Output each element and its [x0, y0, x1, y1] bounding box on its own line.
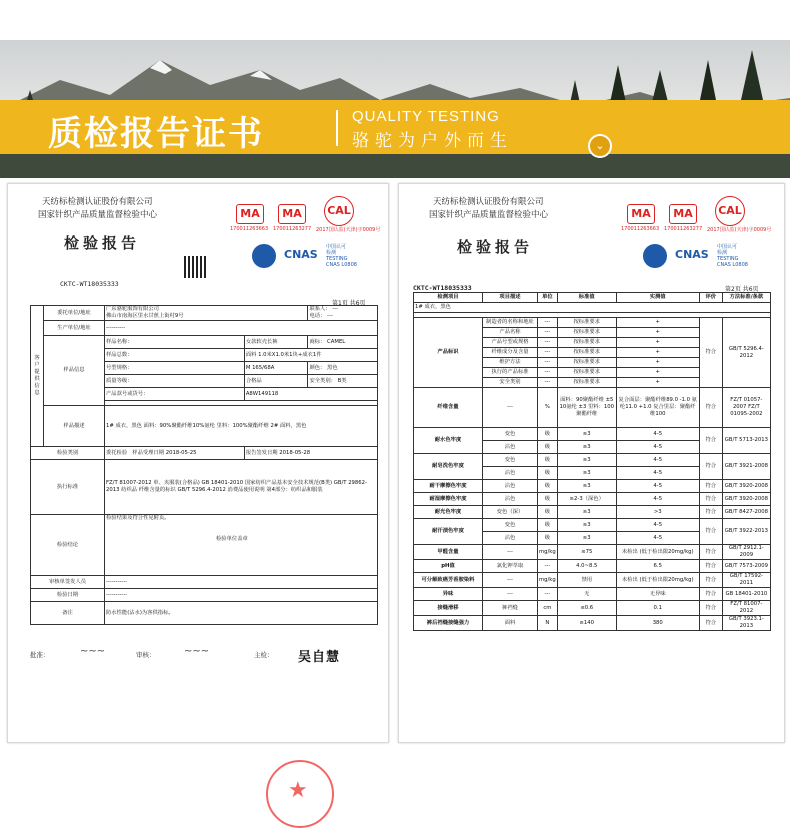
cell-value: FZ/T 81007-2012 单、夹服装(合格品) GB 18401-2010 国家纺织产品基本安全技术规范(B类) GB/T 29862-2013 纺织品 纤维含量的标识 GB/T 5296.4-2012 消费品使用说明 第4部分：纺织品和服装: [105, 460, 378, 515]
logo-number: 170011263663: [621, 226, 660, 232]
table-cell: 甲醛含量: [414, 545, 483, 560]
table-cell: 沾色: [483, 480, 538, 493]
table-cell: ≤75: [557, 545, 616, 560]
cnas-icon: CNAS: [284, 248, 318, 261]
table-cell: 4.0~8.5: [557, 560, 616, 573]
table-cell: 符合: [699, 560, 722, 573]
page-number: 第1页 共6页: [332, 300, 366, 307]
cell-value: 2018-05-25: [165, 449, 197, 456]
table-cell: 4-5: [616, 480, 699, 493]
table-cell: ---: [538, 588, 558, 601]
table-cell: ≥3: [557, 519, 616, 532]
table-cell: 沾色: [483, 467, 538, 480]
table-header: [414, 293, 771, 303]
cell-value: 合格品: [244, 375, 308, 388]
table-cell: 耐湿摩擦色牢度: [414, 493, 483, 506]
table-cell: 产品名称: [483, 328, 538, 338]
label: 颜色：: [309, 364, 326, 371]
table-cell: ---: [538, 338, 558, 348]
cell-value: 委托检验: [106, 449, 128, 456]
cell-label: 检验结论: [31, 515, 105, 576]
table-cell: 禁用: [557, 573, 616, 588]
ilac-mra-icon: [643, 244, 667, 268]
table-cell: ---: [538, 328, 558, 338]
table-cell: 符合: [699, 506, 722, 519]
cnas-text: 中国认可 检测 TESTING CNAS L0808: [717, 244, 748, 268]
table-cell: +: [616, 348, 699, 358]
table-cell: 4-5: [616, 519, 699, 532]
table-cell: ≥2-3（深色）: [557, 493, 616, 506]
title-bar: [0, 100, 790, 154]
table-cell: 沾色: [483, 493, 538, 506]
table-cell: 制造者的名称和地址: [483, 318, 538, 328]
table-cell: GB/T 5296.4-2012: [722, 318, 770, 388]
table-cell: 按标准要求: [557, 328, 616, 338]
table-cell: 沾色: [483, 441, 538, 454]
label: 质量等级：: [105, 375, 245, 388]
column-header: 检测项目: [414, 293, 483, 303]
table-row: [414, 480, 771, 493]
table-cell: FZ/T 01057-2007 FZ/T 01095-2002: [722, 388, 770, 428]
column-header: 项目描述: [483, 293, 538, 303]
table-row: [414, 545, 771, 560]
contact-value: ---: [332, 306, 339, 312]
table-cell: GB/T 8427-2008: [722, 506, 770, 519]
table-cell: ≥3: [557, 441, 616, 454]
sample-line: 1# 成衣，黑色: [414, 303, 771, 313]
table-cell: +: [616, 358, 699, 368]
cal-logo: CAL: [715, 196, 745, 226]
label: 商标：: [309, 338, 326, 345]
table-cell: GB/T 3920-2008: [722, 480, 770, 493]
label: 样品名称：: [106, 338, 133, 345]
logo-number: 2017国认监(天津)字0009号: [316, 227, 381, 233]
table-cell: cm: [538, 601, 558, 616]
table-cell: 产品标识: [414, 318, 483, 388]
table-cell: ---: [538, 318, 558, 328]
table-cell: 沾色: [483, 532, 538, 545]
table-row: [414, 428, 771, 441]
results-table: [413, 292, 771, 631]
report-page-1: [7, 183, 389, 803]
table-cell: 可分解致癌芳香胺染料: [414, 573, 483, 588]
table-cell: +: [616, 368, 699, 378]
table-cell: GB/T 17592-2011: [722, 573, 770, 588]
cell-label: 检验日期: [31, 589, 105, 602]
cell-value: 检验结果及符合性见附页。: [106, 515, 170, 521]
table-cell: 符合: [699, 388, 722, 428]
cell-value: ----------: [105, 321, 378, 336]
table-cell: 符合: [699, 480, 722, 493]
table-cell: mg/kg: [538, 573, 558, 588]
table-row: [414, 454, 771, 467]
table-cell: 面料: [483, 616, 538, 631]
phone-value: ---: [327, 313, 333, 319]
table-cell: 级: [538, 493, 558, 506]
table-cell: 变色（深）: [483, 506, 538, 519]
cell-label: 样品描述: [44, 406, 105, 447]
table-cell: 0.1: [616, 601, 699, 616]
table-cell: 按标准要求: [557, 318, 616, 328]
table-cell: 4-5: [616, 532, 699, 545]
table-cell: GB 18401-2010: [722, 588, 770, 601]
star-icon: ★: [288, 778, 308, 803]
table-cell: 耐水色牢度: [414, 428, 483, 454]
table-cell: 纤维含量: [414, 388, 483, 428]
tester-label: 主检：: [254, 651, 274, 659]
table-cell: 按标准要求: [557, 368, 616, 378]
table-cell: 4-5: [616, 454, 699, 467]
cal-logo: CAL: [324, 196, 354, 226]
cell-label: 执行标准: [31, 460, 105, 515]
label: 安全类别：: [309, 377, 336, 384]
table-cell: +: [616, 318, 699, 328]
table-cell: +: [616, 338, 699, 348]
contact-label: 联系人：: [309, 306, 331, 312]
table-cell: 符合: [699, 519, 722, 545]
cma-logo: MA: [236, 204, 264, 224]
table-cell: 符合: [699, 454, 722, 480]
label: 号型规格：: [105, 362, 245, 375]
approver-label: 批准：: [30, 651, 50, 659]
table-cell: 耐干摩擦色牢度: [414, 480, 483, 493]
table-row: [414, 506, 771, 519]
label: 样品受理日期: [132, 449, 165, 456]
table-cell: 变色: [483, 454, 538, 467]
table-row: [414, 616, 771, 631]
table-cell: 安全类别: [483, 378, 538, 388]
table-cell: 无异味: [616, 588, 699, 601]
table-row: [414, 318, 771, 328]
reviewer-signature: ~~~: [184, 646, 210, 657]
cell-value: -----------: [105, 576, 378, 589]
table-row: [414, 493, 771, 506]
table-cell: 产品号型或规格: [483, 338, 538, 348]
table-cell: FZ/T 81007-2012: [722, 601, 770, 616]
client-address: 佛山市南海区里水甘蕉上街村9号: [106, 313, 184, 319]
table-cell: 无: [557, 588, 616, 601]
table-cell: 符合: [699, 601, 722, 616]
cell-label: 委托单位/地址: [44, 306, 105, 321]
tester-signature: 吴自慧: [298, 650, 341, 665]
org-center: 国家针织产品质量监督检验中心: [38, 210, 158, 220]
cell-value: 女款软壳长裤: [244, 336, 308, 349]
header-banner: [0, 0, 790, 178]
table-cell: 4-5: [616, 428, 699, 441]
table-cell: 裤裆缝: [483, 601, 538, 616]
table-cell: 级: [538, 441, 558, 454]
column-header: 方法标准/条款: [722, 293, 770, 303]
subtitle-en: QUALITY TESTING: [352, 108, 500, 125]
side-label: 客户提供信息: [31, 306, 44, 447]
table-cell: 异味: [414, 588, 483, 601]
table-cell: ≥3: [557, 506, 616, 519]
table-cell: 级: [538, 480, 558, 493]
table-cell: 380: [616, 616, 699, 631]
logo-number: 2017国认监(天津)字0009号: [707, 227, 772, 233]
cell-label: 样品信息: [44, 336, 105, 406]
cell-value: -----------: [105, 589, 378, 602]
table-cell: %: [538, 388, 558, 428]
report-page-2: [398, 183, 785, 743]
org-name: 天纺标检测认证股份有限公司: [433, 197, 544, 207]
table-cell: 未检出 (低于检出限20mg/kg): [616, 545, 699, 560]
table-cell: ---: [538, 368, 558, 378]
ilac-mra-icon: [252, 244, 276, 268]
table-cell: 4-5: [616, 441, 699, 454]
logo-number: 170011263663: [230, 226, 269, 232]
table-cell: 变色: [483, 519, 538, 532]
subtitle-cn: 骆驼为户外而生: [352, 131, 513, 151]
seal-label: 检验单位盖章: [216, 536, 248, 542]
table-row: [414, 560, 771, 573]
table-cell: 符合: [699, 318, 722, 388]
cell-value: 黑色: [327, 364, 338, 371]
reviewer-label: 审核：: [136, 651, 156, 659]
cell-label: 检验类别: [31, 447, 105, 460]
table-cell: 氯化钾萃取: [483, 560, 538, 573]
table-cell: 按标准要求: [557, 378, 616, 388]
table-cell: ≥3: [557, 532, 616, 545]
qr-code: [184, 256, 206, 278]
cell-label: 备注: [31, 602, 105, 625]
cma-logo: MA: [627, 204, 655, 224]
table-cell: >3: [616, 506, 699, 519]
table-cell: 级: [538, 506, 558, 519]
table-cell: mg/kg: [538, 545, 558, 560]
table-cell: GB/T 3923.1-2013: [722, 616, 770, 631]
table-cell: 符合: [699, 545, 722, 560]
cell-value: A8W149118: [244, 388, 377, 401]
cell-value: M 165/68A: [244, 362, 308, 375]
table-cell: N: [538, 616, 558, 631]
table-row: [414, 588, 771, 601]
divider: [336, 110, 338, 146]
table-cell: ---: [538, 358, 558, 368]
table-cell: pH值: [414, 560, 483, 573]
table-row: [414, 601, 771, 616]
table-cell: 面料：90聚酯纤维 ±5 10氨纶 ±3 里料：100聚酯纤维: [557, 388, 616, 428]
table-cell: 符合: [699, 588, 722, 601]
table-cell: ≥3: [557, 454, 616, 467]
table-cell: ≥3: [557, 428, 616, 441]
chevron-down-icon[interactable]: ⌄: [588, 134, 612, 158]
report-title: 检验报告: [457, 238, 534, 256]
table-cell: 级: [538, 454, 558, 467]
table-cell: 按标准要求: [557, 338, 616, 348]
table-cell: 耐皂洗色牢度: [414, 454, 483, 480]
table-cell: 变色: [483, 428, 538, 441]
table-row: [414, 573, 771, 588]
table-cell: 耐汗渍色牢度: [414, 519, 483, 545]
column-header: 单位: [538, 293, 558, 303]
table-cell: 级: [538, 428, 558, 441]
table-cell: 符合: [699, 428, 722, 454]
table-cell: GB/T 3920-2008: [722, 493, 770, 506]
table-cell: ---: [538, 378, 558, 388]
table-cell: ≥3: [557, 467, 616, 480]
table-cell: 维护方法: [483, 358, 538, 368]
cnas-icon: CNAS: [675, 248, 709, 261]
table-cell: 纤维成分及含量: [483, 348, 538, 358]
table-cell: +: [616, 328, 699, 338]
cell-value: 1# 成衣，黑色 面料：90%聚酯纤维10%氨纶 里料：100%聚酯纤维 2# 面料，黑色: [105, 406, 378, 447]
org-center: 国家针织产品质量监督检验中心: [429, 210, 549, 220]
table-cell: 未检出 (低于检出限20mg/kg): [616, 573, 699, 588]
table-cell: 4-5: [616, 467, 699, 480]
table-cell: 符合: [699, 616, 722, 631]
table-cell: 级: [538, 532, 558, 545]
column-header: 标准值: [557, 293, 616, 303]
table-cell: ---: [483, 573, 538, 588]
table-cell: ---: [483, 545, 538, 560]
table-cell: GB/T 3922-2013: [722, 519, 770, 545]
table-cell: 符合: [699, 573, 722, 588]
official-seal-stamp: [266, 760, 334, 828]
table-cell: 6.5: [616, 560, 699, 573]
table-cell: GB/T 5713-2013: [722, 428, 770, 454]
table-cell: ---: [538, 560, 558, 573]
label: 样品总数：: [105, 349, 245, 362]
cell-value: 2018-05-28: [279, 449, 311, 456]
logo-number: 170011263277: [273, 226, 312, 232]
cma-logo: MA: [278, 204, 306, 224]
phone-label: 电话：: [309, 313, 326, 319]
table-cell: +: [616, 378, 699, 388]
table-cell: 按标准要求: [557, 358, 616, 368]
column-header: 实测值: [616, 293, 699, 303]
table-cell: GB/T 2912.1-2009: [722, 545, 770, 560]
table-cell: ---: [483, 588, 538, 601]
table-cell: ---: [538, 348, 558, 358]
cnas-text: 中国认可 检测 TESTING CNAS L0808: [326, 244, 357, 268]
table-cell: 符合: [699, 493, 722, 506]
table-cell: GB/T 7573-2009: [722, 560, 770, 573]
table-row: [414, 519, 771, 532]
page-number: 第2页 共6页: [725, 286, 759, 293]
table-cell: GB/T 3921-2008: [722, 454, 770, 480]
table-cell: ---: [483, 388, 538, 428]
table-row: [414, 388, 771, 428]
cell-label: 审核单签发人员: [31, 576, 105, 589]
table-cell: 耐光色牢度: [414, 506, 483, 519]
cell-value: CAMEL: [327, 338, 346, 345]
report-table: [30, 305, 378, 625]
report-number: CKTC-WT18035333: [60, 280, 119, 288]
report-title: 检验报告: [64, 234, 141, 252]
table-cell: 接缝滑移: [414, 601, 483, 616]
cma-logo: MA: [669, 204, 697, 224]
label: 产品款号或货号：: [105, 388, 245, 401]
column-header: 评价: [699, 293, 722, 303]
client-value: 广东骆驼服饰有限公司: [106, 306, 159, 312]
report-number: CKTC-WT18035333: [413, 284, 472, 292]
approver-signature: ~~~: [80, 646, 106, 657]
table-cell: 执行的产品标准: [483, 368, 538, 378]
table-cell: ≥140: [557, 616, 616, 631]
table-cell: ≥3: [557, 480, 616, 493]
cell-value: B类: [337, 377, 347, 384]
label: 报告签发日期: [245, 449, 278, 456]
table-cell: ≤0.6: [557, 601, 616, 616]
cell-label: 生产单位/地址: [44, 321, 105, 336]
table-cell: 级: [538, 467, 558, 480]
table-cell: 级: [538, 519, 558, 532]
table-cell: 4-5: [616, 493, 699, 506]
table-cell: 按标准要求: [557, 348, 616, 358]
cell-value: 防水性能(沾水)为客供指标。: [105, 602, 378, 625]
table-cell: 复合面层：聚酯纤维89.0 -1.0 氨纶11.0 +1.0 复合里层：聚酯纤维100: [616, 388, 699, 428]
cell-value: 面料 1.0米X1.0米1块+成衣1件: [244, 349, 377, 362]
page-title: 质检报告证书: [48, 114, 264, 154]
logo-number: 170011263277: [664, 226, 703, 232]
table-cell: 裤后裆缝接缝强力: [414, 616, 483, 631]
org-name: 天纺标检测认证股份有限公司: [42, 197, 153, 207]
